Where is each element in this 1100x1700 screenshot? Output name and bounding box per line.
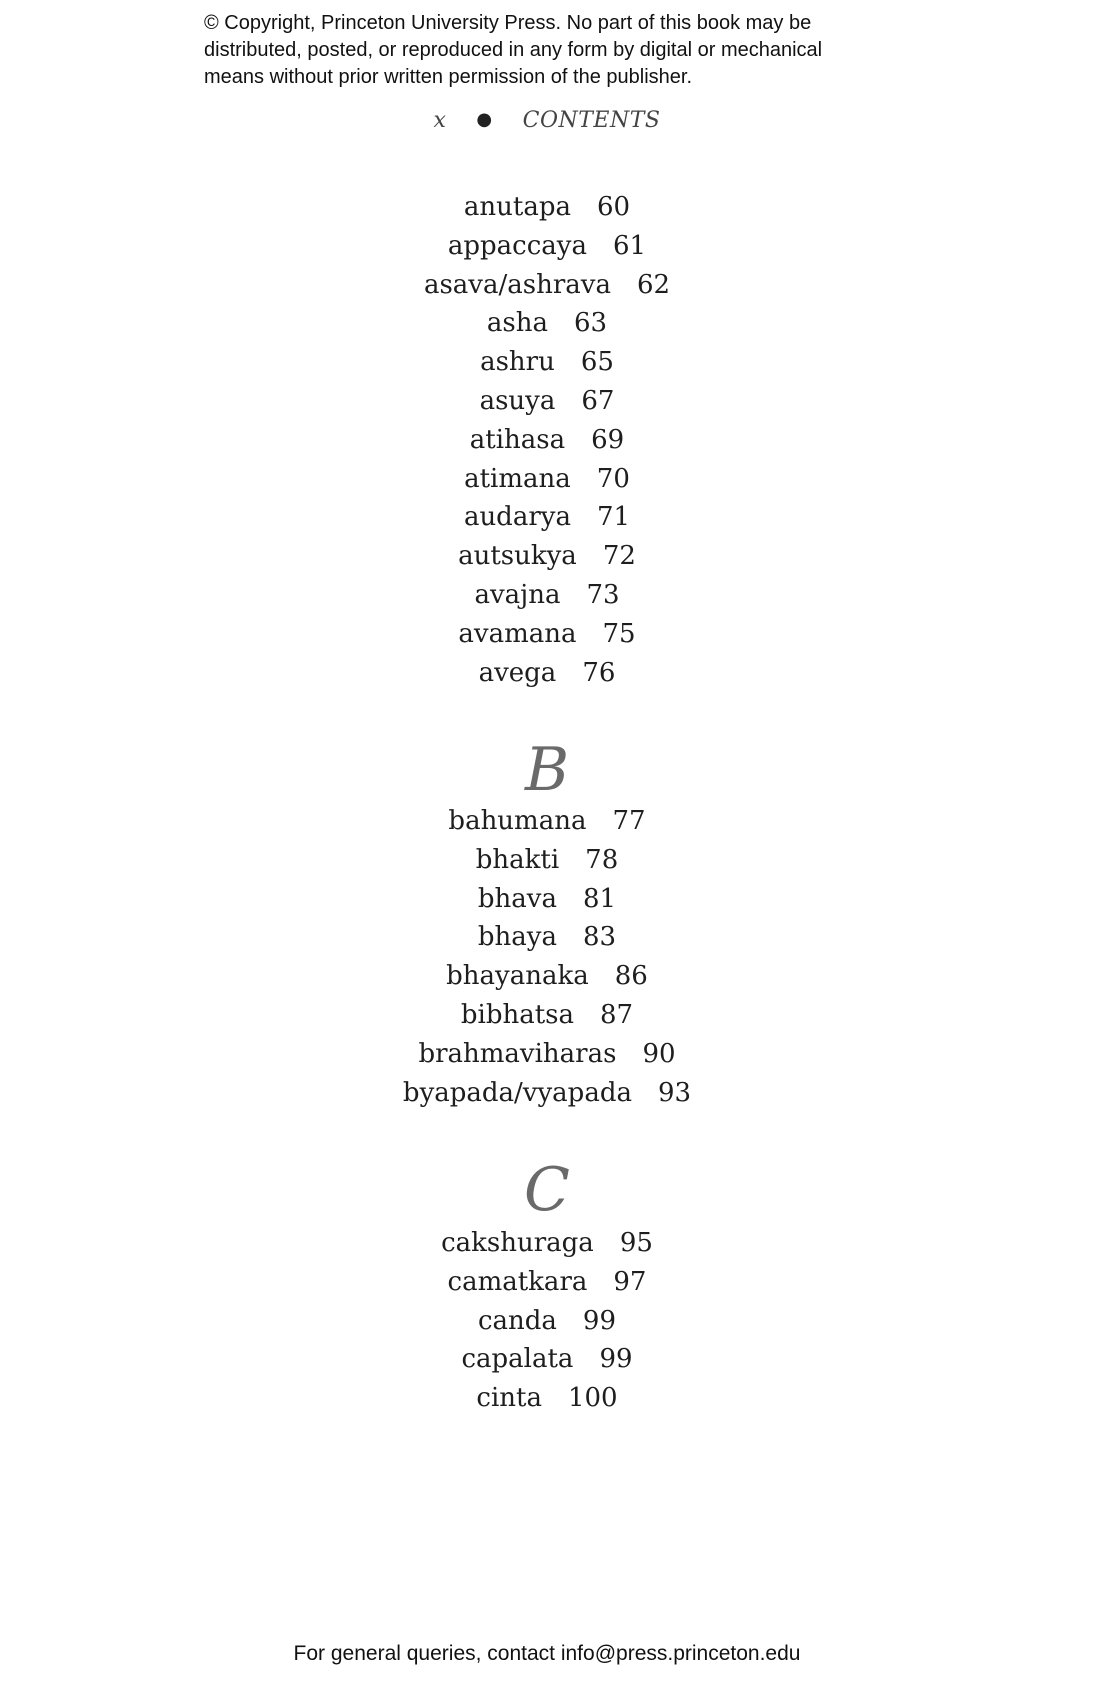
- toc-entry: [0, 615, 1094, 654]
- toc-page-number: 73: [586, 579, 620, 610]
- toc-entry: [0, 304, 1094, 343]
- toc-page-number: 71: [596, 502, 631, 533]
- toc-page-number: 99: [599, 1344, 633, 1375]
- toc-term: bhakti: [475, 844, 560, 875]
- toc-entry: [0, 498, 1094, 537]
- toc-page-number: 78: [585, 844, 619, 875]
- running-head-title: CONTENTS: [522, 108, 661, 133]
- toc-term: avamana: [458, 618, 577, 649]
- toc-term: asava/ashrava: [423, 269, 611, 300]
- toc-entry: [0, 957, 1094, 996]
- toc-term: camatkara: [447, 1266, 588, 1297]
- toc-entry: [0, 460, 1094, 499]
- toc-term: atimana: [464, 463, 571, 494]
- toc-entry: [0, 802, 1094, 841]
- toc-term: asuya: [479, 385, 556, 416]
- toc-page-number: 76: [582, 657, 616, 688]
- toc-entry: [0, 1035, 1094, 1074]
- toc-term: avajna: [474, 579, 561, 610]
- toc-entry: [0, 227, 1094, 266]
- toc-page-number: 67: [581, 385, 615, 416]
- toc-entry: [0, 918, 1094, 957]
- toc-entry: [0, 880, 1094, 919]
- toc-term: bhayanaka: [446, 961, 589, 992]
- toc-page-number: 100: [567, 1383, 618, 1414]
- toc-term: bibhatsa: [460, 999, 575, 1030]
- toc-page-number: 63: [574, 308, 608, 339]
- toc-entry: [0, 421, 1094, 460]
- toc-term: cinta: [476, 1383, 542, 1414]
- toc-term: capalata: [461, 1344, 574, 1375]
- toc-term: autsukya: [458, 541, 577, 572]
- toc-page-number: 70: [596, 463, 630, 494]
- copyright-line-3: means without prior written permission of the publisher.: [204, 66, 693, 88]
- toc-entry: [0, 343, 1094, 382]
- folio-number: x: [433, 108, 447, 133]
- toc-term: bhava: [477, 883, 557, 914]
- toc-term: ashru: [480, 347, 555, 378]
- toc-page-number: 93: [657, 1077, 692, 1108]
- toc-page-number: 75: [602, 618, 636, 649]
- toc-term: anutapa: [463, 192, 571, 222]
- toc-entry: [0, 382, 1094, 421]
- toc-entry: [0, 1074, 1094, 1113]
- toc-page-number: 97: [613, 1266, 647, 1297]
- running-head: [0, 108, 1094, 133]
- toc-term: appaccaya: [447, 230, 587, 261]
- toc-entry: [0, 996, 1094, 1035]
- footer-contact: For general queries, contact info@press.princeton.edu: [293, 1642, 801, 1665]
- toc-entry: [0, 1263, 1094, 1302]
- toc-page-number: 72: [602, 541, 636, 572]
- toc-page-number: 90: [642, 1038, 676, 1069]
- toc-page-number: 61: [613, 230, 647, 261]
- toc-page-number: 60: [597, 192, 631, 222]
- section-letter-b: B: [524, 735, 570, 805]
- copyright-notice: [204, 10, 924, 91]
- toc-term: audarya: [463, 502, 571, 533]
- toc-page-number: 77: [612, 806, 646, 836]
- toc-page-number: 65: [580, 347, 614, 378]
- toc-page-number: 81: [583, 883, 617, 914]
- copyright-line-2: distributed, posted, or reproduced in any form by digital or mechanical: [204, 39, 823, 61]
- toc-page-number: 62: [636, 269, 671, 300]
- toc-entry: [0, 841, 1094, 880]
- bullet-separator: ●: [476, 109, 493, 130]
- toc-section-b: [0, 802, 1094, 1112]
- toc-term: asha: [486, 308, 548, 339]
- toc-entry: [0, 654, 1094, 693]
- toc-term: atihasa: [469, 424, 566, 455]
- toc-entry: [0, 1340, 1094, 1379]
- toc-entry: [0, 188, 1094, 227]
- toc-page-number: 95: [619, 1228, 653, 1258]
- toc-section-c: [0, 1224, 1094, 1418]
- toc-section-a: [0, 188, 1094, 692]
- toc-page-number: 99: [582, 1305, 617, 1336]
- toc-entry: [0, 266, 1094, 305]
- toc-entry: [0, 1379, 1094, 1418]
- toc-term: cakshuraga: [441, 1228, 594, 1258]
- toc-term: bahumana: [448, 806, 587, 836]
- toc-term: avega: [478, 657, 557, 688]
- toc-page-number: 83: [583, 922, 617, 953]
- toc-entry: [0, 1224, 1094, 1263]
- toc-term: byapada/vyapada: [402, 1077, 632, 1108]
- toc-term: canda: [477, 1305, 557, 1336]
- section-letter-c: C: [524, 1155, 570, 1225]
- toc-entry: [0, 576, 1094, 615]
- toc-page-number: 86: [614, 961, 648, 992]
- toc-page-number: 69: [591, 424, 625, 455]
- toc-entry: [0, 1302, 1094, 1341]
- toc-entry: [0, 537, 1094, 576]
- toc-page-number: 87: [600, 999, 634, 1030]
- copyright-line-1: © Copyright, Princeton University Press. No part of this book may be: [204, 12, 812, 34]
- toc-term: brahmaviharas: [418, 1038, 617, 1069]
- toc-term: bhaya: [477, 922, 557, 953]
